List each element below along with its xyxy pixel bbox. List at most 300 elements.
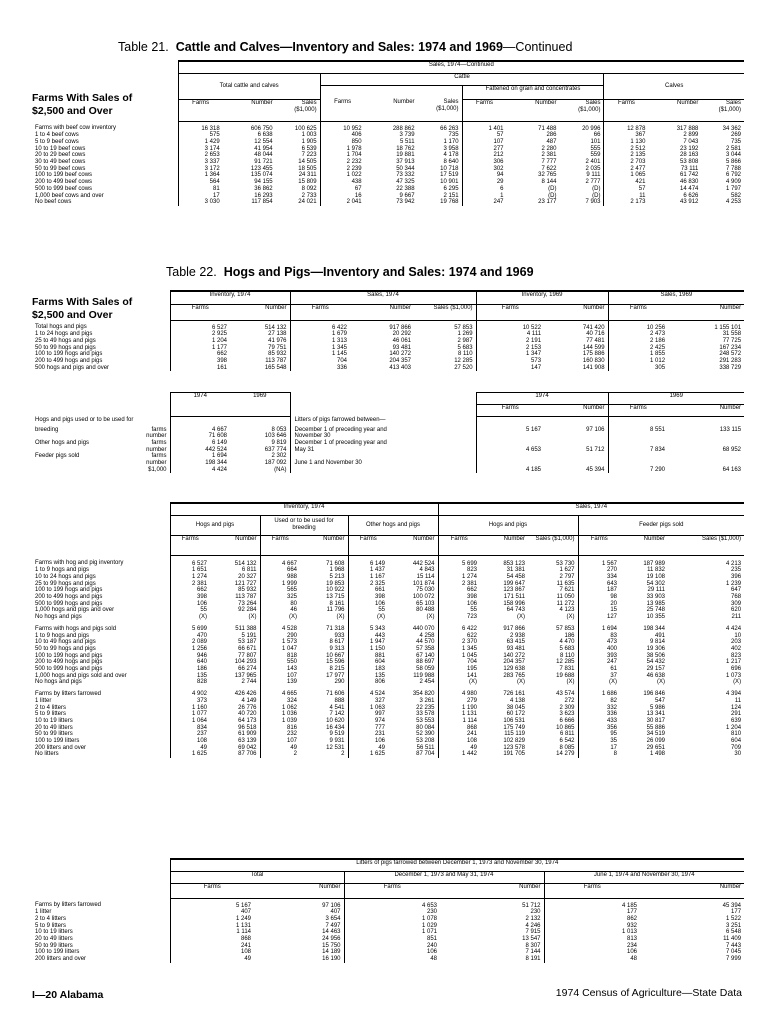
data-cell: 106 531 <box>503 717 526 724</box>
data-cell: 723 <box>438 614 480 621</box>
t21-calves-header: Calves <box>604 73 744 99</box>
data-cell: 171 511 <box>503 594 526 601</box>
data-cell: 6 149 <box>348 555 388 567</box>
data-cell: 1 694 <box>578 621 620 633</box>
data-cell: 187 989 <box>643 560 666 567</box>
data-cell: 286 <box>546 132 557 139</box>
data-cell: 28 163 <box>680 152 699 159</box>
data-cell: 1 573 <box>260 639 300 646</box>
data-cell: 10 <box>734 632 742 639</box>
data-cell: 604 <box>731 738 742 745</box>
data-cell: 709 <box>731 744 742 751</box>
data-cell: 1 498 <box>650 751 666 758</box>
data-cell: 35 <box>578 738 620 745</box>
spacer <box>290 467 476 474</box>
data-cell: 167 234 <box>719 344 742 351</box>
row-unit: $1,000 <box>148 466 167 473</box>
table-row <box>32 179 744 186</box>
data-cell: 234 <box>544 943 640 950</box>
table-row <box>32 587 744 594</box>
data-cell: 19 306 <box>646 645 666 652</box>
table-row <box>32 614 744 621</box>
data-cell: 2 173 <box>604 199 648 206</box>
data-cell: 23 177 <box>538 199 557 206</box>
table-row <box>32 159 744 166</box>
data-cell: 1 274 <box>438 574 480 581</box>
data-cell: (X) <box>438 679 480 686</box>
column-header: Farms <box>170 535 210 555</box>
data-cell: 237 <box>170 731 210 738</box>
column-header: Number <box>254 883 344 898</box>
table-row <box>32 467 744 474</box>
data-cell: 30 817 <box>646 717 666 724</box>
data-cell: 9 519 <box>329 731 345 738</box>
table-row <box>32 440 744 447</box>
data-cell: 283 765 <box>503 672 526 679</box>
data-cell: 36 862 <box>254 185 273 192</box>
table-row <box>32 718 744 725</box>
column-header: Farms <box>260 535 300 555</box>
data-cell: (D) <box>592 192 601 199</box>
data-cell: 16 318 <box>178 121 222 132</box>
table-row <box>32 574 744 581</box>
table-row <box>32 916 744 923</box>
data-cell: 1 704 <box>320 152 364 159</box>
data-cell: 6 811 <box>559 731 575 738</box>
t22b-col-number: Number <box>544 405 608 417</box>
data-cell: 1 567 <box>578 555 620 567</box>
data-cell: 106 <box>344 949 440 956</box>
column-header: Sales ($1,000) <box>414 304 476 320</box>
data-cell: 186 <box>564 632 575 639</box>
data-cell: 108 <box>438 738 480 745</box>
data-cell: 6 527 <box>170 555 210 567</box>
t21-sales-header: Sales, 1974—Continued <box>178 61 744 73</box>
data-cell: 24 311 <box>298 172 317 179</box>
data-cell: 704 <box>438 659 480 666</box>
data-cell: 85 932 <box>268 351 287 358</box>
data-cell: 1 177 <box>170 345 230 352</box>
data-cell: 11 272 <box>556 600 575 607</box>
data-cell: 1 256 <box>170 646 210 653</box>
data-cell: 2 186 <box>608 338 668 345</box>
data-cell: 32 765 <box>538 172 557 179</box>
data-cell: 20 292 <box>392 331 412 338</box>
data-cell: 1 345 <box>438 646 480 653</box>
data-cell: 2 733 <box>301 192 317 199</box>
t22b-col-farms: Farms <box>476 405 544 417</box>
data-cell: 66 263 <box>440 125 459 132</box>
data-cell: 49 <box>170 745 210 752</box>
row-label: Farms with beef cow inventory <box>35 125 117 131</box>
data-cell: (X) <box>336 614 345 621</box>
data-cell: 10 952 <box>320 121 364 132</box>
data-cell: 115 119 <box>504 731 526 738</box>
data-cell: 9 667 <box>399 192 415 199</box>
column-header: Farms <box>178 99 222 121</box>
data-cell: 29 651 <box>646 744 666 751</box>
data-cell: 43 574 <box>556 691 575 698</box>
column-header: Number <box>440 883 544 898</box>
t22c-feeder-header: Feeder pigs sold <box>578 515 744 535</box>
data-cell: 4 246 <box>525 922 541 929</box>
data-cell: 6 811 <box>241 567 257 574</box>
data-cell: 421 <box>604 179 648 186</box>
data-cell: 1 442 <box>438 751 480 758</box>
data-cell: 19 108 <box>646 573 666 580</box>
data-cell: 1 345 <box>290 345 350 352</box>
row-label: 2 to 4 litters <box>35 704 67 711</box>
row-label: 1 to 24 hogs and pigs <box>35 331 93 338</box>
data-cell: 11 635 <box>556 580 575 587</box>
data-cell: 917 866 <box>503 625 526 632</box>
data-cell: 834 <box>170 725 210 732</box>
t22b-right-1974: 1974 <box>476 393 608 405</box>
data-cell: 10 667 <box>326 652 345 659</box>
data-cell: 183 <box>348 666 388 673</box>
data-cell: 309 <box>731 600 742 607</box>
data-cell: 66 274 <box>238 666 257 673</box>
data-cell: 45 394 <box>586 466 605 473</box>
row-label <box>32 447 118 454</box>
data-cell: 1 686 <box>578 686 620 698</box>
data-cell: 2 041 <box>320 199 364 206</box>
data-cell: 66 <box>593 132 601 139</box>
column-header: Farms <box>476 304 544 320</box>
data-cell: 6 539 <box>301 145 317 152</box>
data-cell: 231 <box>348 731 388 738</box>
data-cell: (D) <box>548 192 557 199</box>
data-cell: 204 357 <box>503 659 526 666</box>
data-cell: 2 744 <box>241 679 257 686</box>
data-cell: 398 <box>170 594 210 601</box>
table-row <box>32 949 744 956</box>
data-cell: 52 390 <box>416 731 435 738</box>
data-cell: 241 <box>438 731 480 738</box>
data-cell: 196 846 <box>643 691 666 698</box>
data-cell: 133 115 <box>719 426 742 433</box>
data-cell: 3 337 <box>178 159 222 166</box>
table-row <box>32 639 744 646</box>
data-cell: 16 434 <box>326 724 345 731</box>
data-cell: 2 512 <box>604 146 648 153</box>
data-cell: 10 922 <box>326 587 345 594</box>
data-cell: 27 520 <box>454 364 473 371</box>
data-cell: 29 <box>462 179 506 186</box>
data-cell: 15 750 <box>322 942 341 949</box>
data-cell: 232 <box>260 731 300 738</box>
row-label: 1,000 hogs and pigs sold and over <box>35 672 127 679</box>
data-cell: 47 325 <box>396 179 415 186</box>
data-cell: 9 313 <box>329 645 345 652</box>
data-cell: (X) <box>657 679 666 686</box>
data-cell: 7 622 <box>541 165 557 172</box>
row-label: 1 to 4 beef cows <box>35 132 79 139</box>
data-cell: 5 866 <box>725 159 741 166</box>
data-cell: 54 458 <box>506 573 526 580</box>
data-cell: 113 787 <box>265 358 287 365</box>
data-cell: 1 797 <box>725 185 741 192</box>
t22d-total-header: Total <box>170 871 344 883</box>
data-cell: 290 <box>260 633 300 640</box>
data-cell: 3 739 <box>399 132 415 139</box>
data-cell: 57 358 <box>416 645 435 652</box>
data-cell: 2 325 <box>348 581 388 588</box>
data-cell: 1 160 <box>170 705 210 712</box>
data-cell: 7 290 <box>608 467 668 474</box>
spacer <box>476 433 544 440</box>
data-cell: 1 114 <box>438 718 480 725</box>
data-cell: 1 679 <box>290 331 350 338</box>
data-cell: 51 712 <box>586 446 605 453</box>
column-header: Farms <box>544 883 640 898</box>
column-header: Number <box>223 99 276 121</box>
column-header: Farms <box>290 304 350 320</box>
data-cell: 17 <box>578 745 620 752</box>
data-cell: (X) <box>566 679 575 686</box>
data-cell: 135 074 <box>250 172 273 179</box>
data-cell: 55 <box>170 607 210 614</box>
data-cell: 438 <box>320 179 364 186</box>
litters-period-label: June 1 and November 30 <box>290 460 476 467</box>
data-cell: 3 172 <box>178 166 222 173</box>
data-cell: 2 132 <box>525 915 541 922</box>
litters-period-label: May 31 <box>290 447 476 454</box>
data-cell: 123 578 <box>503 744 526 751</box>
data-cell: 117 854 <box>251 199 273 206</box>
table-row <box>32 731 744 738</box>
data-cell: 7 788 <box>725 165 741 172</box>
table-row <box>32 338 744 345</box>
table-21-side-label: Farms With Sales of $2,500 and Over <box>32 92 133 117</box>
data-cell: 1 064 <box>170 718 210 725</box>
data-cell: 20 327 <box>238 573 257 580</box>
data-cell: (X) <box>517 679 526 686</box>
row-label: 200 to 499 hogs and pigs <box>35 594 103 601</box>
row-label: 100 to 199 hogs and pigs <box>35 652 103 659</box>
data-cell: (X) <box>260 614 300 621</box>
row-label: 500 to 999 beef cows <box>35 185 93 192</box>
data-cell: 639 <box>731 717 742 724</box>
data-cell: 8 307 <box>525 942 541 949</box>
data-cell: 235 <box>731 567 742 574</box>
table-row <box>32 331 744 338</box>
data-cell: 622 <box>438 633 480 640</box>
row-label: 100 to 199 hogs and pigs <box>35 351 103 358</box>
data-cell: 336 <box>578 711 620 718</box>
litters-period-label: Litters of pigs farrowed between— <box>290 417 476 427</box>
data-cell: 4 424 <box>170 467 230 474</box>
data-cell: 4 424 <box>726 625 742 632</box>
data-cell: 158 996 <box>503 600 526 607</box>
data-cell: 61 742 <box>680 172 699 179</box>
data-cell: 334 <box>578 574 620 581</box>
column-header: Number <box>480 535 528 555</box>
data-cell: 575 <box>178 132 222 139</box>
data-cell: 4 665 <box>260 686 300 698</box>
table-22-section-b <box>32 392 744 473</box>
data-cell: 16 190 <box>322 956 341 963</box>
data-cell: 1 022 <box>320 172 364 179</box>
data-cell: 3 654 <box>325 915 341 922</box>
data-cell: 1 065 <box>604 172 648 179</box>
data-cell: (X) <box>170 614 210 621</box>
t22-inv1974-header: Inventory, 1974 <box>170 291 290 304</box>
row-label <box>32 467 118 474</box>
data-cell: 55 886 <box>646 724 666 731</box>
spacer <box>668 440 744 447</box>
data-cell: 1 694 <box>170 453 230 460</box>
data-cell: 559 <box>590 152 601 159</box>
data-cell: 407 <box>330 909 341 916</box>
data-cell: 6 422 <box>290 320 350 331</box>
column-header: Number <box>640 883 744 898</box>
data-cell: 1 045 <box>438 653 480 660</box>
data-cell: 473 <box>578 639 620 646</box>
data-cell: 868 <box>438 725 480 732</box>
data-cell: 71 606 <box>326 691 345 698</box>
data-cell: 96 518 <box>238 724 257 731</box>
data-cell: 2 581 <box>725 145 741 152</box>
t22b-right-1969: 1969 <box>608 393 744 405</box>
data-cell: 1 217 <box>726 659 742 666</box>
table-row <box>32 751 744 758</box>
table-row <box>32 567 744 574</box>
table-22-section-a <box>32 290 744 371</box>
table-21-number: Table 21. <box>118 40 169 54</box>
data-cell: 823 <box>731 652 742 659</box>
data-cell: 768 <box>731 594 742 601</box>
data-cell: 3 623 <box>559 711 575 718</box>
data-cell: 141 <box>438 673 480 680</box>
data-cell: 606 750 <box>250 125 273 132</box>
data-cell: 14 279 <box>556 751 575 758</box>
data-cell: 291 283 <box>719 358 742 365</box>
data-cell: 12 285 <box>556 659 575 666</box>
data-cell: 101 <box>590 138 601 145</box>
data-cell: 1 167 <box>348 574 388 581</box>
spacer <box>476 453 544 460</box>
data-cell: 818 <box>260 653 300 660</box>
data-cell: 41 954 <box>254 145 273 152</box>
data-cell: 46 061 <box>392 337 412 344</box>
data-cell: 141 908 <box>582 364 605 371</box>
data-cell: 5 699 <box>170 621 210 633</box>
data-cell: 1 003 <box>301 132 317 139</box>
data-cell: 3 261 <box>419 697 435 704</box>
row-label: 100 to 199 beef cows <box>35 172 93 179</box>
data-cell: 106 <box>544 949 640 956</box>
data-cell: 6 548 <box>726 929 742 936</box>
data-cell: 13 985 <box>646 600 666 607</box>
data-cell: 53 553 <box>416 717 435 724</box>
t22d-header: Litters of pigs farrowed between December 1, 1973 and November 30, 1974 <box>170 859 744 871</box>
table-row <box>32 929 744 936</box>
data-cell: 2 425 <box>608 345 668 352</box>
row-label: 25 to 49 hogs and pigs <box>35 337 96 344</box>
data-cell: 199 647 <box>503 580 526 587</box>
data-cell: 97 106 <box>586 426 605 433</box>
table-row <box>32 172 744 179</box>
data-cell: 211 <box>731 614 742 621</box>
data-cell: 1 150 <box>348 646 388 653</box>
data-cell: 997 <box>348 711 388 718</box>
litters-period-label: November 30 <box>290 433 476 440</box>
column-header: Number <box>365 99 418 121</box>
data-cell: 433 <box>578 718 620 725</box>
data-cell: 61 909 <box>238 731 257 738</box>
row-label: 1 litter <box>35 909 52 916</box>
footer-publication: 1974 Census of Agriculture—State Data <box>555 987 742 999</box>
data-cell: 4 667 <box>260 555 300 567</box>
data-cell: 4 902 <box>170 686 210 698</box>
table-row <box>32 460 744 467</box>
data-cell: 17 <box>178 193 222 200</box>
data-cell: 10 718 <box>440 165 459 172</box>
data-cell: 64 743 <box>506 607 526 614</box>
table-22-number: Table 22. <box>166 265 217 279</box>
data-cell: 26 099 <box>646 738 666 745</box>
data-cell: 65 103 <box>416 600 435 607</box>
data-cell: 83 <box>578 633 620 640</box>
data-cell: 2 381 <box>438 581 480 588</box>
data-cell: 288 862 <box>392 125 415 132</box>
row-label: 1,000 hogs and pigs and over <box>35 607 115 614</box>
data-cell: 19 881 <box>396 152 415 159</box>
data-cell: 177 <box>731 909 742 916</box>
data-cell: 8 617 <box>329 639 345 646</box>
data-cell: 100 072 <box>412 594 435 601</box>
data-cell: 5 167 <box>170 898 254 909</box>
data-cell: 1 947 <box>348 639 388 646</box>
row-unit: farms <box>151 426 167 433</box>
row-label: Farms with hog and pig inventory <box>35 560 124 566</box>
data-cell: 1 269 <box>457 331 473 338</box>
data-cell: 2 <box>341 751 345 758</box>
data-cell: 11 050 <box>556 594 575 601</box>
data-cell: 4 123 <box>559 607 575 614</box>
data-cell: 1 145 <box>290 351 350 358</box>
data-cell: 9 931 <box>329 738 345 745</box>
table-21 <box>32 60 744 206</box>
data-cell: 406 <box>320 132 364 139</box>
data-cell: 9 111 <box>586 172 601 179</box>
data-cell: 2 477 <box>604 166 648 173</box>
data-cell: 933 <box>334 632 345 639</box>
table-row <box>32 365 744 372</box>
data-cell: 14 474 <box>680 185 699 192</box>
data-cell: 124 <box>731 704 742 711</box>
data-cell: 4 528 <box>260 621 300 633</box>
data-cell: 73 264 <box>238 600 257 607</box>
data-cell: 881 <box>348 653 388 660</box>
data-cell: 8 215 <box>329 666 345 673</box>
data-cell: 144 599 <box>582 344 605 351</box>
data-cell: 2 401 <box>585 159 601 166</box>
table-row <box>32 923 744 930</box>
data-cell: 5 511 <box>399 138 415 145</box>
data-cell: 19 853 <box>326 580 345 587</box>
table-row <box>32 132 744 139</box>
data-cell: 71 488 <box>538 125 557 132</box>
data-cell: (X) <box>733 679 742 686</box>
data-cell: 230 <box>530 909 541 916</box>
data-cell: 620 <box>731 607 742 614</box>
row-label: 5 to 9 litters <box>35 922 67 929</box>
data-cell: 53 187 <box>238 639 257 646</box>
data-cell: 1 274 <box>170 574 210 581</box>
data-cell: 7 777 <box>541 159 557 166</box>
